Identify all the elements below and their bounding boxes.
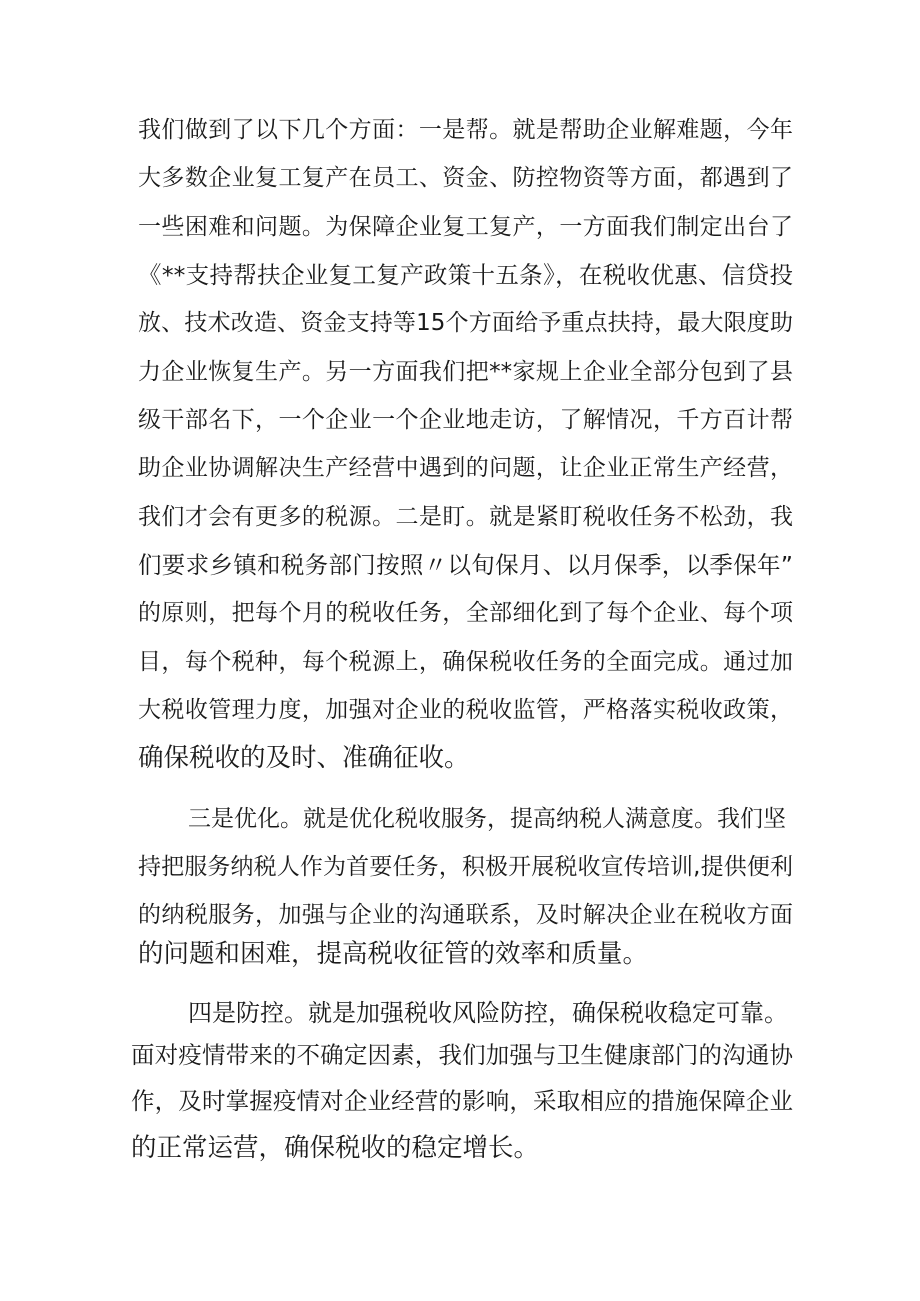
paragraph-3-line-2: 面对疫情带来的不确定因素，我们加强与卫生健康部门的沟通协 xyxy=(131,1041,793,1069)
paragraph-3-line-1: 四是防控。就是加强税收风险防控，确保税收稳定可靠。 xyxy=(188,999,788,1027)
paragraph-2-line-2: 持把服务纳税人作为首要任务，积极开展税收宣传培训,提供便利 xyxy=(138,854,793,880)
paragraph-1-line-6: 力企业恢复生产。另一方面我们把**家规上企业全部分包到了县 xyxy=(138,359,793,385)
paragraph-3-line-4: 的正常运营，确保税收的稳定增长。 xyxy=(131,1133,540,1163)
paragraph-1-line-10: 们要求乡镇和税务部门按照〃以旬保月、以月保季，以季保年” xyxy=(138,551,793,579)
paragraph-1-line-4: 《**支持帮扶企业复工复产政策十五条》，在税收优惠、信贷投 xyxy=(138,261,793,289)
paragraph-2-line-3: 的纳税服务，加强与企业的沟通联系，及时解决企业在税收方面 xyxy=(138,902,793,928)
paragraph-2-line-4: 的问题和困难，提高税收征管的效率和质量。 xyxy=(138,939,649,969)
paragraph-1-line-2: 大多数企业复工复产在员工、资金、防控物资等方面，都遇到了 xyxy=(138,165,793,191)
paragraph-1-line-5: 放、技术改造、资金支持等15个方面给予重点扶持，最大限度助 xyxy=(138,310,793,336)
paragraph-3-line-3: 作，及时掌握疫情对企业经营的影响，采取相应的措施保障企业 xyxy=(131,1087,793,1115)
paragraph-1-line-14: 确保税收的及时、准确征收。 xyxy=(138,743,470,773)
paragraph-1-line-12: 目，每个税种，每个税源上，确保税收任务的全面完成。通过加 xyxy=(138,649,793,675)
paragraph-1-line-9: 我们才会有更多的税源。二是盯。就是紧盯税收任务不松劲，我 xyxy=(138,504,793,530)
paragraph-1-line-3: 一些困难和问题。为保障企业复工复产，一方面我们制定出台了 xyxy=(138,214,793,240)
paragraph-1-line-8: 助企业协调解决生产经营中遇到的问题，让企业正常生产经营， xyxy=(138,455,793,481)
paragraph-1-line-13: 大税收管理力度，加强对企业的税收监管，严格落实税收政策， xyxy=(138,697,793,723)
paragraph-2-line-1: 三是优化。就是优化税收服务，提高纳税人满意度。我们坚 xyxy=(188,806,786,832)
paragraph-1-line-11: 的原则，把每个月的税收任务，全部细化到了每个企业、每个项 xyxy=(138,600,793,626)
paragraph-1-line-7: 级干部名下，一个企业一个企业地走访，了解情况，千方百计帮 xyxy=(138,407,793,433)
paragraph-1-line-1: 我们做到了以下几个方面：一是帮。就是帮助企业解难题，今年 xyxy=(138,117,793,143)
